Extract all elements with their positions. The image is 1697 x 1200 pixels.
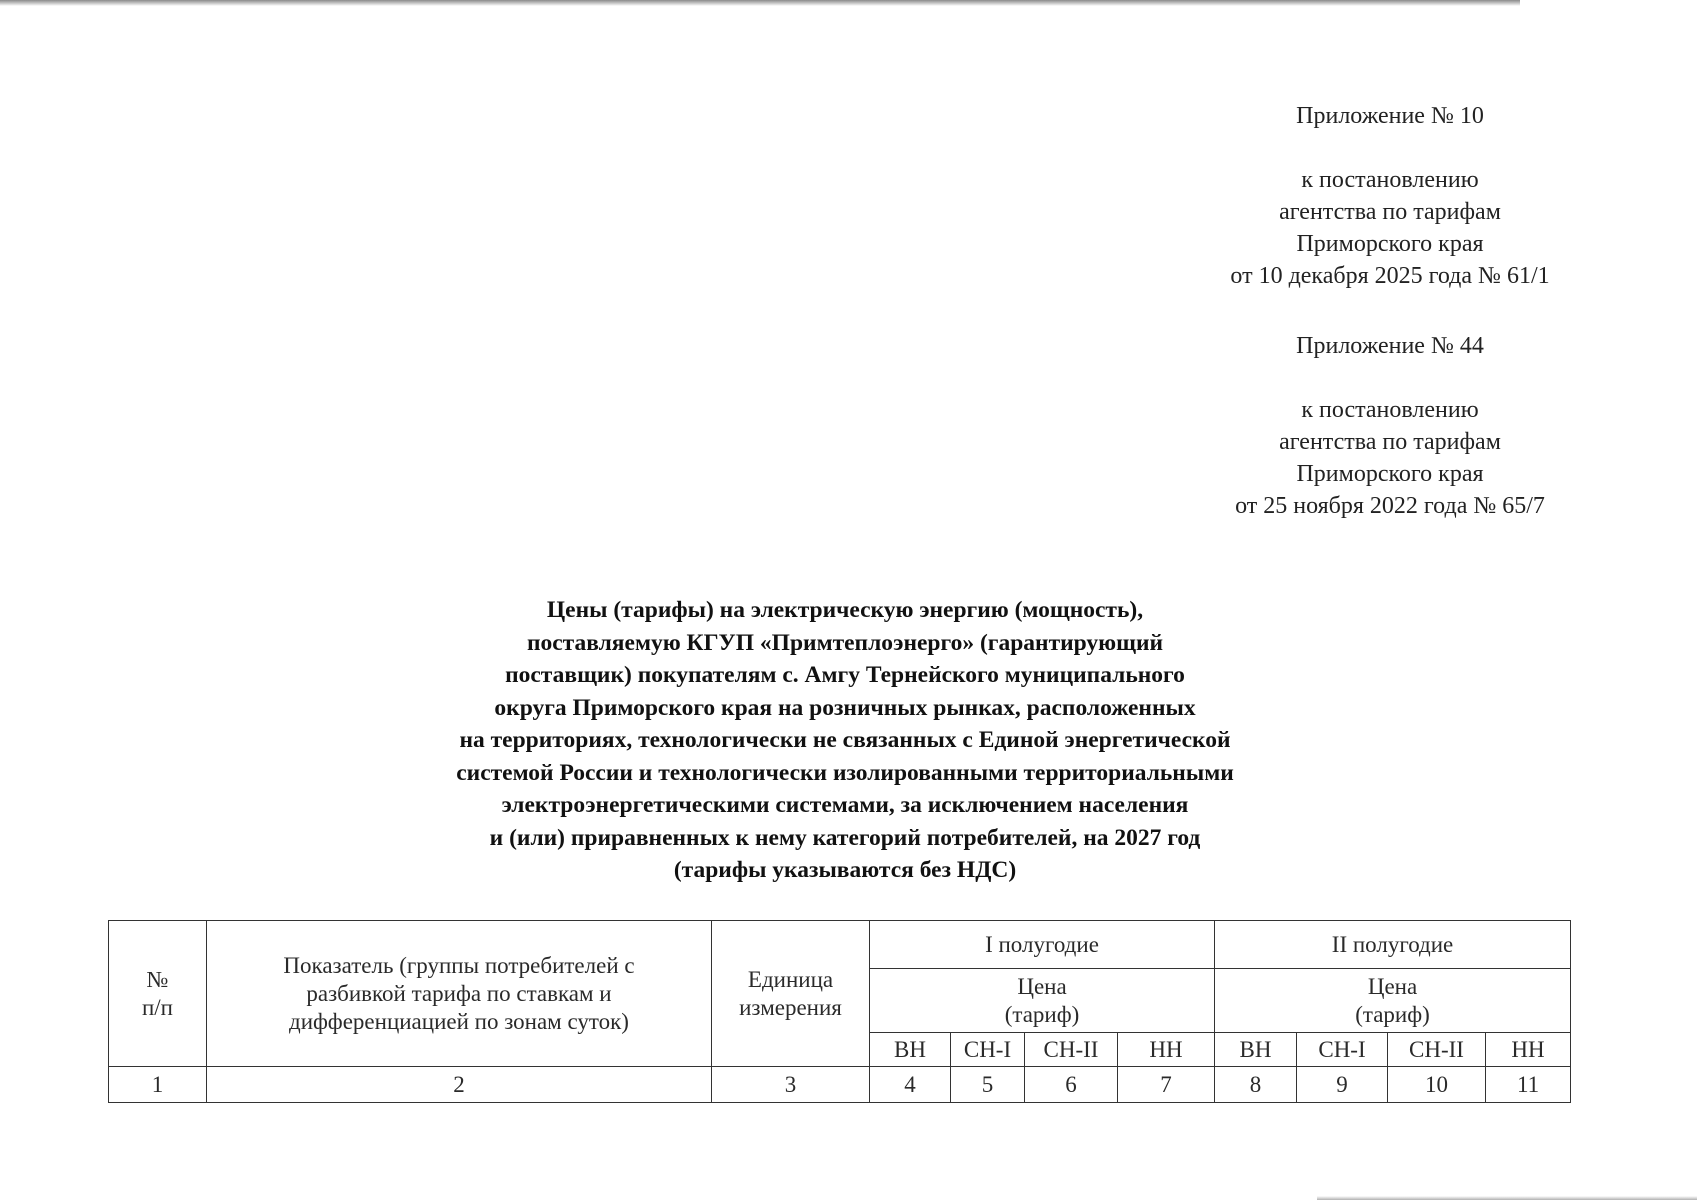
header-voltage-vn: ВН [870, 1033, 951, 1067]
header-voltage-nn: НН [1486, 1033, 1571, 1067]
column-number: 7 [1118, 1067, 1215, 1103]
column-number: 5 [951, 1067, 1025, 1103]
column-number: 1 [109, 1067, 207, 1103]
column-number: 9 [1297, 1067, 1388, 1103]
title-line: на территориях, технологически не связанных с Единой энергетической [459, 727, 1231, 753]
tariff-table [108, 920, 1571, 1103]
header-indicator-line: дифференциацией по зонам суток) [289, 1008, 629, 1034]
column-number: 6 [1025, 1067, 1118, 1103]
header-price-line: Цена [1367, 973, 1418, 999]
appendix-line: агентства по тарифам [1279, 429, 1501, 455]
scan-edge-top [0, 0, 1520, 6]
header-number-line: п/п [141, 994, 173, 1020]
title-line: и (или) приравненных к нему категорий потребителей, на 2027 год [489, 824, 1201, 851]
title-line: электроэнергетическими системами, за исключением населения [501, 792, 1189, 818]
title-line: (тарифы указываются без НДС) [673, 857, 1017, 883]
appendix-line: Приморского края [1296, 231, 1484, 257]
header-unit-line: Единица [747, 966, 834, 992]
appendix-line: к постановлению [1301, 167, 1479, 193]
appendix-line: к постановлению [1301, 397, 1479, 423]
title-line: поставщик) покупателям с. Амгу Тернейского муниципального [505, 662, 1185, 688]
column-number: 3 [712, 1067, 870, 1103]
header-price-line: Цена [1017, 973, 1067, 999]
header-number [109, 921, 207, 1067]
header-indicator-line: разбивкой тарифа по ставкам и [306, 980, 612, 1006]
title-line: системой России и технологически изолированными территориальными [456, 759, 1234, 786]
scan-edge-bottom [1317, 1196, 1697, 1200]
header-price-line: (тариф) [1355, 1001, 1430, 1027]
appendix-title: Приложение № 10 [1296, 103, 1484, 129]
appendix-date-line: от 25 ноября 2022 года № 65/7 [1235, 493, 1545, 519]
appendix-title: Приложение № 44 [1296, 333, 1484, 359]
header-voltage-sn2: СН-II [1025, 1033, 1118, 1067]
header-voltage-vn: ВН [1215, 1033, 1297, 1067]
header-unit [712, 921, 870, 1067]
document-title [340, 594, 1350, 887]
column-number: 10 [1388, 1067, 1486, 1103]
appendix-line: Приморского края [1296, 461, 1484, 487]
column-number: 2 [207, 1067, 712, 1103]
column-number: 4 [870, 1067, 951, 1103]
header-half-2: II полугодие [1215, 921, 1571, 969]
header-half-1: I полугодие [870, 921, 1215, 969]
header-number-line: № [146, 966, 169, 992]
appendix-block-44 [1130, 330, 1650, 522]
header-indicator-line: Показатель (группы потребителей с [283, 952, 635, 978]
header-price-2 [1215, 969, 1571, 1033]
title-line: Цены (тарифы) на электрическую энергию (мощность), [546, 597, 1144, 623]
column-number: 8 [1215, 1067, 1297, 1103]
header-voltage-nn: НН [1118, 1033, 1215, 1067]
appendix-date-line: от 10 декабря 2025 года № 61/1 [1230, 263, 1550, 289]
header-price-line: (тариф) [1004, 1001, 1080, 1027]
header-indicator [207, 921, 712, 1067]
appendix-block-10 [1130, 100, 1650, 292]
title-line: поставляемую КГУП «Примтеплоэнерго» (гарантирующий [526, 629, 1164, 656]
column-number-row [109, 1067, 1571, 1103]
appendix-line: агентства по тарифам [1279, 199, 1501, 225]
header-unit-line: измерения [739, 994, 842, 1020]
header-voltage-sn1: СН-I [1297, 1033, 1388, 1067]
header-price-1 [870, 969, 1215, 1033]
header-voltage-sn1: СН-I [951, 1033, 1025, 1067]
column-number: 11 [1486, 1067, 1571, 1103]
title-line: округа Приморского края на розничных рынках, расположенных [494, 694, 1196, 721]
header-voltage-sn2: СН-II [1388, 1033, 1486, 1067]
